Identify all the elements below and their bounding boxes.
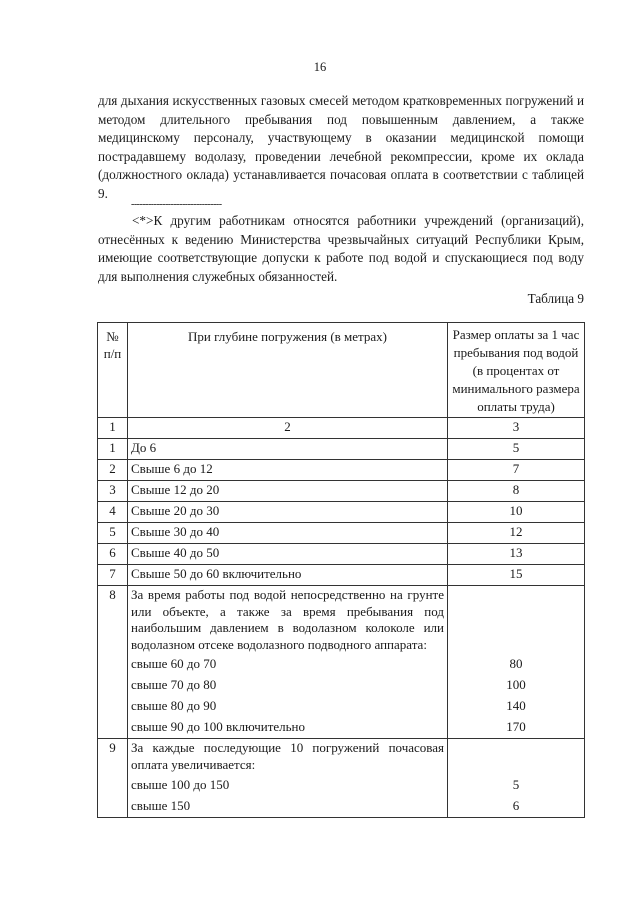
row-num: 4 [98,502,128,523]
row9-pay-column [448,739,585,817]
row-pay: 5 [448,439,585,460]
row9-text: За каждые последующие 10 погружений почасовая оплата увеличивается: [131,740,444,772]
row8-text: За время работы под водой непосредственно на грунте или объекте, а также за время пребывания под наибольшим давлением в водолазном колоколе или водолазном отсеке водолазного подводного аппарата: [131,587,444,652]
table-row [98,439,585,460]
row-pay: 10 [448,502,585,523]
table-row [98,460,585,481]
row-depth: Свыше 20 до 30 [128,502,448,523]
row9-depth-item: свыше 150 [131,797,191,813]
table-header-row [98,323,585,418]
row-num: 6 [98,544,128,565]
row-depth: Свыше 6 до 12 [128,460,448,481]
header-num: № п/п [98,323,128,418]
row9-depth-item: свыше 100 до 150 [131,776,230,792]
table-row [98,565,585,586]
row9-pay-item: 5 [512,776,520,792]
row-depth: Свыше 50 до 60 включительно [128,565,448,586]
row8-depth-item: свыше 80 до 90 [131,698,217,714]
body-paragraph: для дыхания искусственных газовых смесей методом кратковременных погружений и методом длительного пребывания под повышенным давлением, а также медицинскому персоналу, участвующему в оказании медицинской помощи пострадавшему водолазу, проведении лечебной рекомпрессии, кроме их оклада (должностного оклада) устанавливается почасовая оплата в соответствии с таблицей 9. [98,93,584,201]
table-row [98,502,585,523]
table-row-8 [98,586,585,739]
row-num: 9 [98,739,128,817]
index-cell: 1 [98,418,128,439]
row8-pay-item: 80 [509,656,523,672]
row-num: 1 [98,439,128,460]
row8-depth-item: свыше 60 до 70 [131,656,217,672]
row8-depth-item: свыше 70 до 80 [131,677,217,693]
row-depth: До 6 [128,439,448,460]
footnote-separator: -------------------------------- [131,199,222,210]
footnote-paragraph: <*>К другим работникам относятся работники учреждений (организаций), отнесённых к ведению Министерства чрезвычайных ситуаций Республики Крым, имеющие соответствующие допуски к работе под водой и спускающиеся под воду для выполнения служебных обязанностей. [98,213,584,284]
row9-pay-item: 6 [512,797,520,813]
row8-depth-item: свыше 90 до 100 включительно [131,719,306,735]
row-num: 5 [98,523,128,544]
row9-content [128,739,448,817]
row-num: 7 [98,565,128,586]
row-pay: 13 [448,544,585,565]
row-pay: 8 [448,481,585,502]
row8-pay-item: 140 [506,698,526,714]
table-row [98,544,585,565]
table-row [98,523,585,544]
row-num: 2 [98,460,128,481]
row-depth: Свыше 30 до 40 [128,523,448,544]
row8-pay-item: 100 [506,677,526,693]
payment-table [97,322,585,818]
column-index-row [98,418,585,439]
row-num: 3 [98,481,128,502]
header-pay: Размер оплаты за 1 час пребывания под водой (в процентах от минимального размера оплаты труда) [448,323,585,418]
table-caption: Таблица 9 [527,291,584,306]
table-row-9 [98,739,585,817]
row8-pay-column [448,586,585,739]
index-cell: 3 [448,418,585,439]
header-depth: При глубине погружения (в метрах) [128,323,448,418]
row-pay: 7 [448,460,585,481]
table-row [98,481,585,502]
row8-pay-item: 170 [506,719,526,735]
row-pay: 15 [448,565,585,586]
row-pay: 12 [448,523,585,544]
page-number: 16 [313,60,327,74]
row-depth: Свыше 12 до 20 [128,481,448,502]
row-depth: Свыше 40 до 50 [128,544,448,565]
row8-content [128,586,448,739]
index-cell: 2 [128,418,448,439]
row-num: 8 [98,586,128,739]
